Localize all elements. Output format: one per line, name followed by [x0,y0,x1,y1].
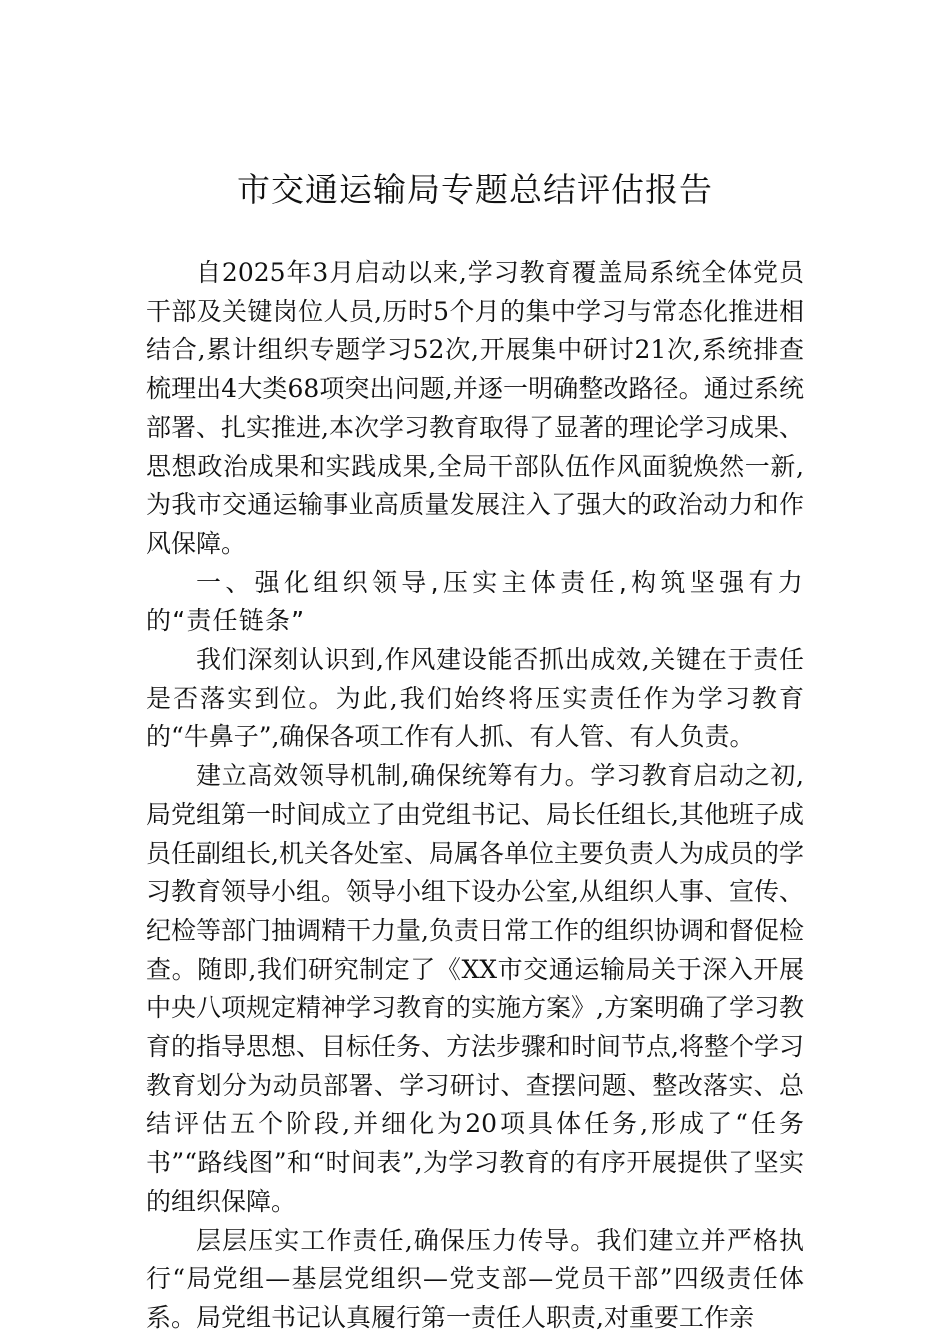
body-paragraph: 我们深刻认识到,作风建设能否抓出成效,关键在于责任是否落实到位。为此,我们始终将压实责任作为学习教育的“牛鼻子”,确保各项工作有人抓、有人管、有人负责。 [146,645,804,752]
document-title: 市交通运输局专题总结评估报告 [237,170,713,209]
body-paragraph: 建立高效领导机制,确保统筹有力。学习教育启动之初,局党组第一时间成立了由党组书记、局长任组长,其他班子成员任副组长,机关各处室、局属各单位主要负责人为成员的学习教育领导小组。领导小组下设办公室,从组织人事、宣传、纪检等部门抽调精干力量,负责日常工作的组织协调和督促检查。随即,我们研究制定了《XX市交通运输局关于深入开展中央八项规定精神学习教育的实施方案》,方案明确了学习教育的指导思想、目标任务、方法步骤和时间节点,将整个学习教育划分为动员部署、学习研讨、查摆问题、整改落实、总结评估五个阶段,并细化为20项具体任务,形成了“任务书”“路线图”和“时间表”,为学习教育的有序开展提供了坚实的组织保障。 [146,761,804,1216]
body-paragraph: 层层压实工作责任,确保压力传导。我们建立并严格执行“局党组—基层党组织—党支部—党员干部”四级责任体系。局党组书记认真履行第一责任人职责,对重要工作亲 [146,1225,804,1332]
section-heading-1: 一、强化组织领导,压实主体责任,构筑坚强有力的“责任链条” [146,567,804,636]
document-body [146,254,804,1338]
intro-paragraph: 自2025年3月启动以来,学习教育覆盖局系统全体党员干部及关键岗位人员,历时5个月的集中学习与常态化推进相结合,累计组织专题学习52次,开展集中研讨21次,系统排查梳理出4大类68项突出问题,并逐一明确整改路径。通过系统部署、扎实推进,本次学习教育取得了显著的理论学习成果、思想政治成果和实践成果,全局干部队伍作风面貌焕然一新,为我市交通运输事业高质量发展注入了强大的政治动力和作风保障。 [146,258,804,558]
